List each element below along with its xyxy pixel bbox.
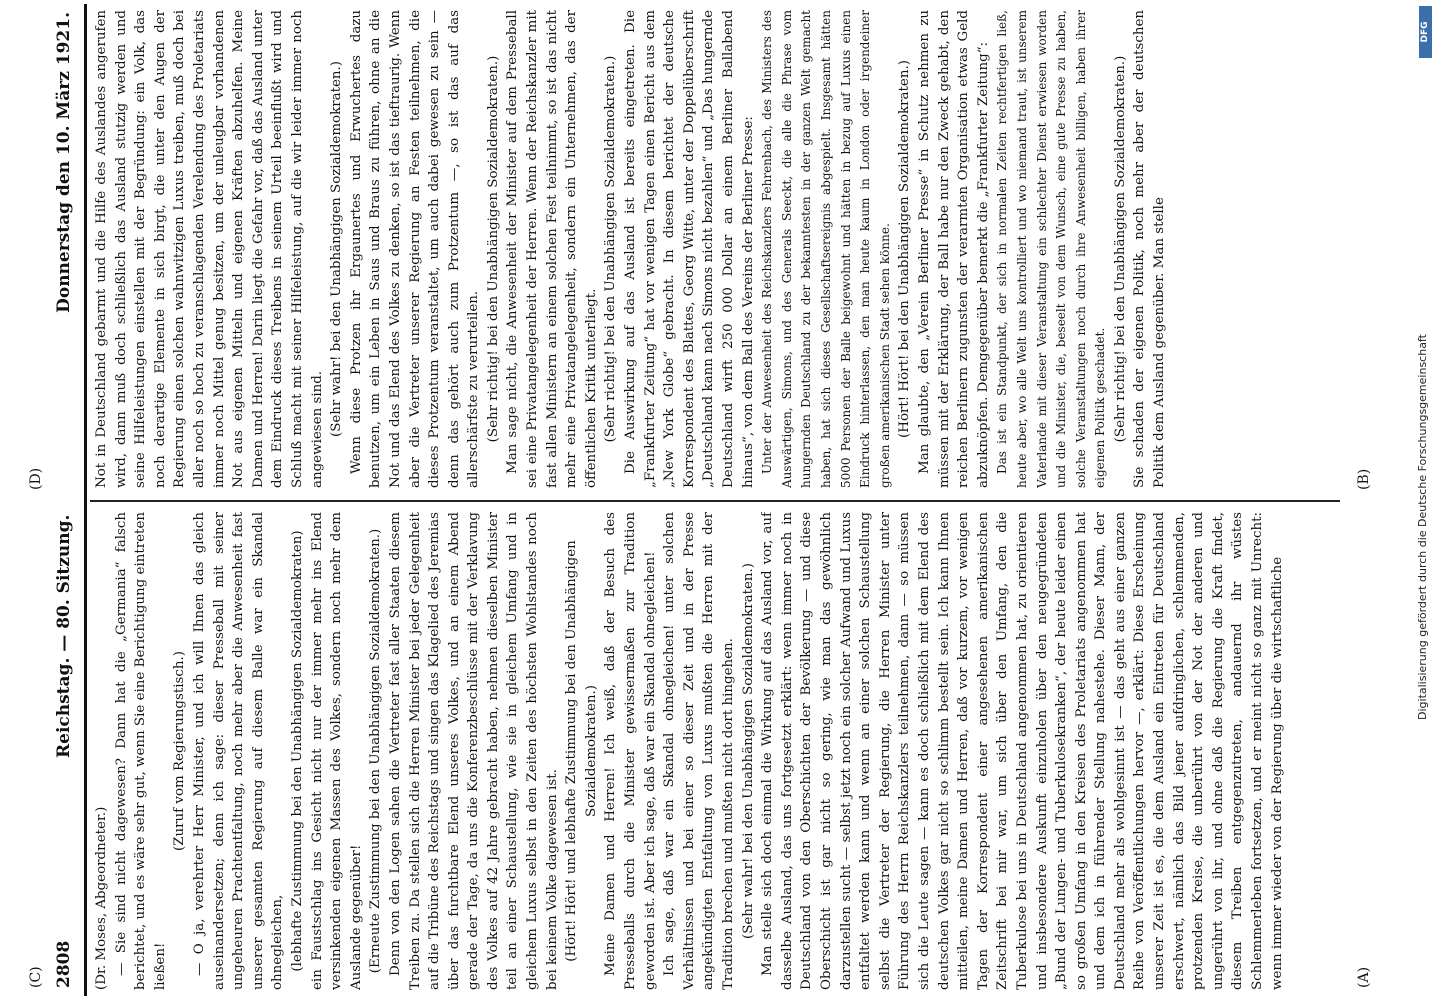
- page-header: [52, 12, 78, 988]
- paragraph: — O ja, verehrter Herr Minister, und ich will Ihnen das gleich auseinandersetzen; denn ich sage: dieser Presseball mit seiner ungeheuren Prachtentfaltung, noch mehr aber die Anwesenheit fast unserer gesamten Regierung auf diesem Balle war ein Skandal ohnegleichen,: [191, 512, 286, 990]
- margin-mark-c: (C): [28, 966, 44, 988]
- interjection: (Sehr richtig! bei den Unabhängigen Sozialdemokraten.): [485, 55, 501, 443]
- quotation: Das ist ein Standpunkt, der sich in normalen Zeiten rechtfertigen ließ, heute aber, wo alle Welt uns kontrolliert und wo niemand traut, ist unserem Vaterlande mit dieser Veranstaltung ein schlechter Dienst erwiesen worden und die Minister, die, beseelt von dem Wunsch, eine gute Presse zu haben, solche Veranstaltungen noch durch ihre Anwesenheit billigen, haben ihrer eigenen Politik geschadet.: [995, 10, 1108, 488]
- paragraph: Man stelle sich doch einmal die Wirkung auf das Ausland vor, auf dasselbe Ausland, das uns fortgesetzt erklärt: wenn immer noch in Deutschland von den Oberschichten der Bevölkerung — und diese Oberschicht ist gar nicht so gering, wie man das gewöhnlich darzustellen sucht — selbst jetzt noch ein solcher Aufwand und Luxus entfaltet werden kann und wenn an einer solchen Schaustellung selbst die Vertreter der Regierung, die Herren Minister unter Führung des Herrn Reichskanzlers teilnehmen, dann — so müssen sich die Leute sagen — kann es doch schließlich mit dem Elend des deutschen Volkes gar nicht so schlimm bestellt sein. Ich kann Ihnen mitteilen, meine Damen und Herren, daß vor kurzem, vor wenigen Tagen der Korrespondent einer angesehenen amerikanischen Zeitschrift bei mir war, um sich über den Umfang, den die Tuberkulose bei uns in Deutschland angenommen hat, zu orientieren und insbesondere Auskunft einzuholen über den neugegründeten „Bund der Lungen- und Tuberkulosekranken“, der heute leider einen so großen Umfang in den Kreisen des Proletariats angenommen hat und dem ich in führender Stellung nahestehe. Dieser Mann, der Deutschland mehr als wohlgesinnt ist — das geht aus einer ganzen Reihe von Veröffentlichungen hervor —, erklärt: Diese Erscheinung unserer Zeit ist es, die dem Ausland ein Eintreten für Deutschland erschwert, nämlich das Bild jener aufdringlichen, schlemmenden, protzenden Kreise, die unberührt von der Not der anderen und ungerührt von ihr, und ohne daß die Regierung die Kraft findet, diesem Treiben entgegenzutreten, andauernd ihr wüstes Schlemmerleben fortsetzen, und er meint nicht so ganz mit Unrecht: wenn immer wieder von der Regierung über die wirtschaftliche: [760, 512, 1285, 990]
- paragraph: Not in Deutschland gebarmt und die Hilfe des Auslandes angerufen wird, dann muß doch schließlich das Ausland stutzig werden und seine Hilfeleistungen einstellen mit der Begründung: ein Volk, das noch derartige Elemente in sich birgt, die unter den Augen der Regierung einen solchen wahnwitzigen Luxus treiben, muß doch bei aller noch so hoch zu veranschlagenden Verelendung des Proletariats immer noch Mittel genug besitzen, um der unleugbar vorhandenen Not aus eigenen Mitteln und eigenen Kräften abzuhelfen. Meine Damen und Herren! Darin liegt die Gefahr vor, daß das Ausland unter dem Eindruck dieses Treibens in seinem Urteil beeinflußt wird und Schluß macht mit seiner Hilfeleistung, auf die wir leider immer noch angewiesen sind.: [94, 10, 325, 488]
- page-number: 2808: [54, 940, 74, 988]
- header-rule: [84, 4, 87, 996]
- margin-mark-b: (B): [1356, 468, 1372, 490]
- paragraph: Man sage nicht, die Anwesenheit der Minister auf dem Presseball sei eine Privatangelegenheit der Herren. Wenn der Reichskanzler mit fast allen Ministern an einem solchen Fest teilnimmt, so ist das nicht mehr eine Privatangelegenheit, sondern ein Unternehmen, das der öffentlichen Kritik unterliegt.: [505, 10, 599, 488]
- interjection: (Zuruf vom Regierungstisch.): [172, 651, 188, 851]
- header-date: Donnerstag den 10. März 1921.: [54, 12, 74, 313]
- interjection: (Sehr wahr! bei den Unabhängigen Sozialdemokraten.): [740, 562, 756, 940]
- quotation: Unter der Anwesenheit des Reichskanzlers Fehrenbach, des Ministers des Auswärtigen, Simons, und des Generals Seeckt, die alle die Phrase vom hungernden Deutschland zu der bekanntesten in der ganzen Welt gemacht haben, hat sich dieses Gesellschaftsereignis abgespielt. Insgesamt hätten 5000 Personen der Balle beigewohnt und hätten in bezug auf Luxus einen Eindruck hinterlassen, den man heute kaum in London oder irgendeiner großen amerikanischen Stadt sehen könne.: [760, 10, 892, 488]
- paragraph: Sie schaden der eigenen Politik, noch mehr aber der deutschen Politik dem Ausland gegenüber. Man stelle: [1132, 10, 1168, 488]
- paragraph: Denn von den Logen sahen die Vertreter fast aller Staaten diesem Treiben zu. Da stellen sich die Herren Minister bei jeder Gelegenheit auf die Tribüne des Reichstags und singen das Klagelied des Jeremias über das furchtbare Elend unseres Volkes, und an einem Abend gerade der Tage, da uns die Konferenzbeschlüsse mit der Verklavung des Volkes auf 42 Jahre gebracht haben, nehmen dieselben Minister teil an einer Schaustellung, wie sie in gleichem Umfang und in gleichem Luxus selbst in den Zeiten des höchsten Wohlstandes noch bei keinem Volke dagewesen ist.: [387, 512, 560, 990]
- margin-mark-a: (A): [1356, 966, 1372, 988]
- paragraph: Wenn diese Protzen ihr Ergaunertes und Erwuchertes dazu benutzen, um ein Leben in Saus und Braus zu führen, ohne an die Not und das Elend des Volkes zu denken, so ist das tieftraurig. Wenn aber die Vertreter unserer Regierung an Festen teilnehmen, die dieses Protzentum veranstaltet, um auch dabei gewesen zu sein — denn das gehört auch zum Protzentum —, so ist das auf das allerschärfste zu verurteilen.: [348, 10, 482, 488]
- scanned-page: [28, 0, 1372, 1000]
- right-column: [92, 10, 1344, 488]
- interjection: (Erneute Zustimmung bei den Unabhängigen Sozialdemokraten.): [368, 528, 384, 974]
- dfg-logo-text: DFG: [1420, 21, 1430, 43]
- paragraph: Die Auswirkung auf das Ausland ist bereits eingetreten. Die „Frankfurter Zeitung“ hat vor wenigen Tagen einen Bericht aus dem „New York Globe“ gebracht. In diesem berichtet der deutsche Korrespondent des Blattes, Georg Witte, unter der Doppelüberschrift „Deutschland kann nach Simons nicht bezahlen“ und „Das hungernde Deutschland wirft 250 000 Dollar an einem Berliner Ballabend hinaus“, von dem Ball des Vereins der Berliner Presse:: [623, 10, 756, 488]
- interjection: (Sehr wahr! bei den Unabhängigen Sozialdemokraten.): [329, 60, 345, 438]
- funding-note: Digitalisierung gefördert durch die Deutsche Forschungsgemeinschaft: [1416, 334, 1429, 720]
- speaker-line: (Dr. Moses, Abgeordneter.): [94, 806, 109, 990]
- interjection: (Sehr richtig! bei den Unabhängigen Sozialdemokraten.): [603, 55, 619, 443]
- paragraph: — Sie sind nicht dagewesen? Dann hat die „Germania“ falsch berichtet, und es wäre sehr gut, wenn Sie eine Berichtigung eintreten ließen!: [113, 512, 168, 990]
- margin-mark-d: (D): [28, 467, 44, 490]
- interjection: (Hört! Hört! bei den Unabhängigen Sozialdemokraten.): [897, 60, 913, 438]
- column-divider: [90, 500, 1340, 502]
- paragraph: ein Faustschlag ins Gesicht nicht nur der immer mehr ins Elend versinkenden eigenen Massen des Volkes, sondern noch mehr dem Auslande gegenüber!: [309, 512, 364, 990]
- paragraph: Man glaubte, den „Verein Berliner Presse“ in Schutz nehmen zu müssen mit der Erklärung, der Ball habe nur den Zweck gehabt, den reichen Berlinern zugunsten der verarmten Organisation etwas Geld abzuknöpfen. Demgegenüber bemerkt die „Frankfurter Zeitung“:: [916, 10, 991, 488]
- interjection: (Sehr richtig! bei den Unabhängigen Sozialdemokraten.): [1112, 55, 1128, 443]
- paragraph: Meine Damen und Herren! Ich weiß, daß der Besuch des Presseballs durch die Minister gewissermaßen zur Tradition geworden ist. Aber ich sage, daß war ein Skandal ohnegleichen!: [603, 512, 658, 990]
- left-column: [92, 512, 1344, 990]
- dfg-logo: [1419, 6, 1432, 58]
- paragraph: Ich sage, daß war ein Skandal ohnegleichen! unter solchen Verhältnissen und bei einer so dieser Zeit und in der Presse angekündigten Entfaltung von Luxus mußten die Herren mit der Tradition brechen und mußten nicht dort hingehen.: [662, 512, 736, 990]
- interjection: (lebhafte Zustimmung bei den Unabhängigen Sozialdemokraten): [289, 530, 305, 972]
- interjection: (Hört! Hört! und lebhafte Zustimmung bei den Unabhängigen Sozialdemokraten.): [564, 540, 599, 962]
- header-title: Reichstag. — 80. Sitzung.: [54, 514, 74, 758]
